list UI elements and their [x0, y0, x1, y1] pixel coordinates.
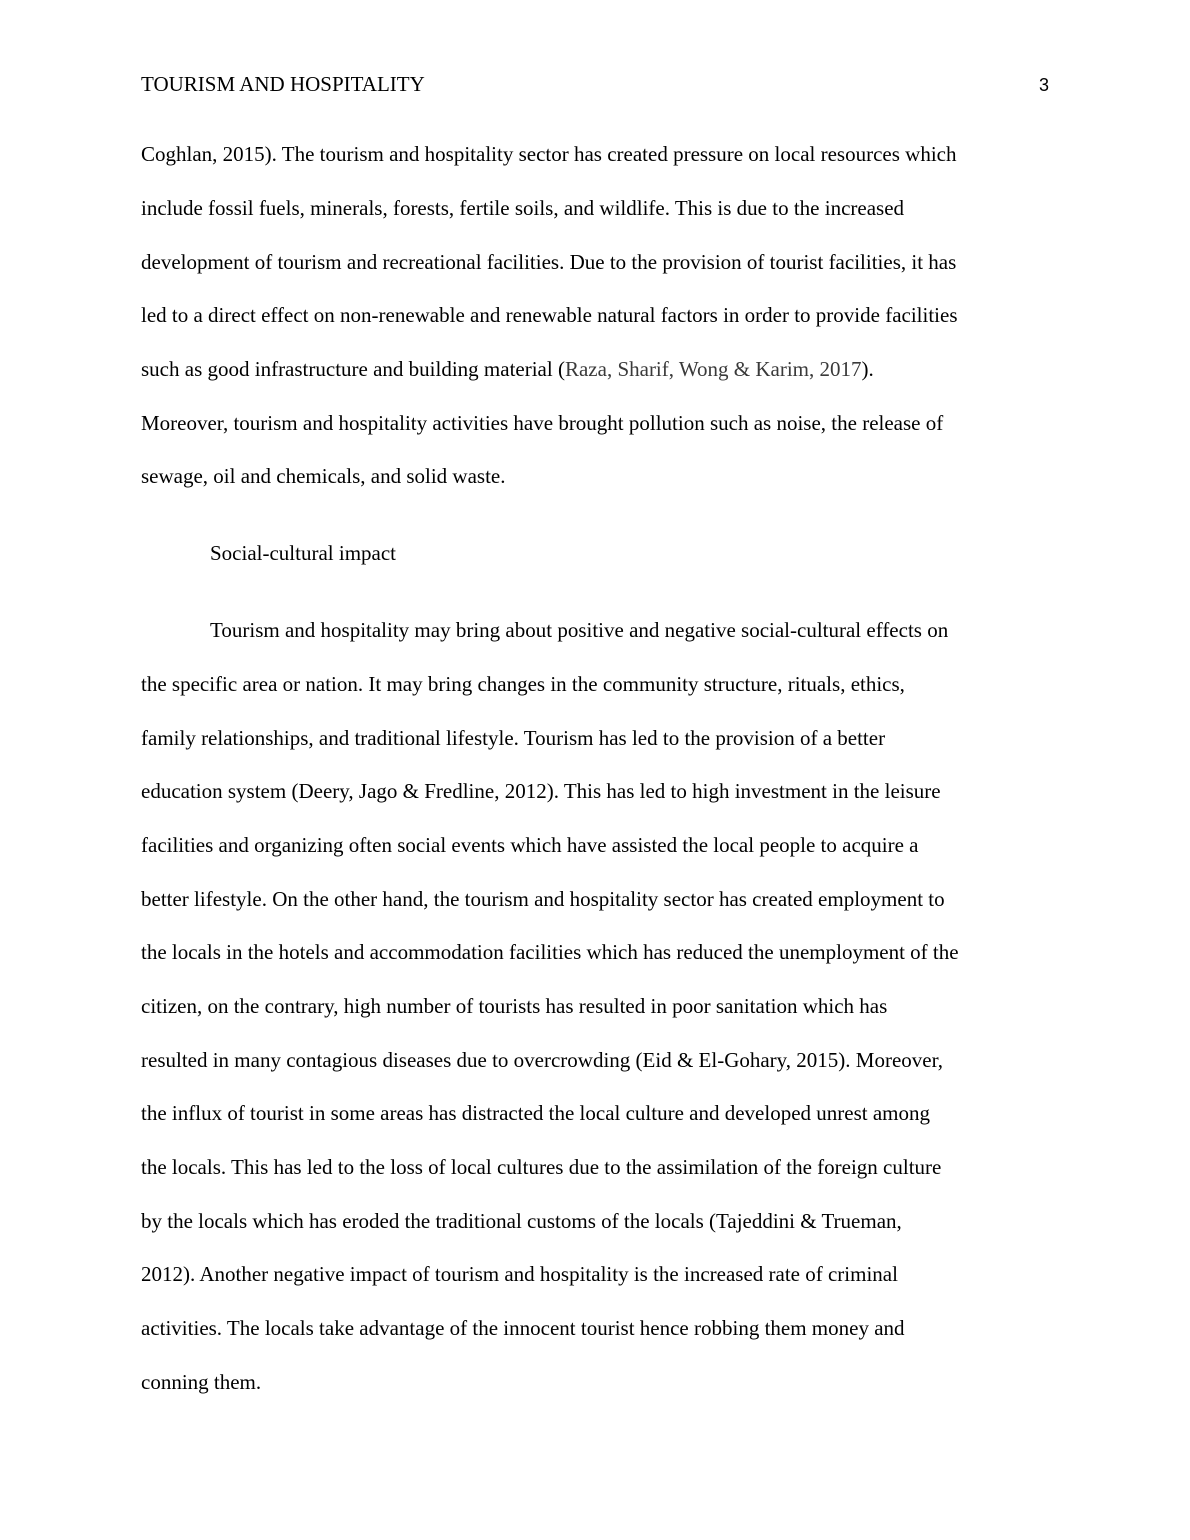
body-line: Moreover, tourism and hospitality activities have brought pollution such as noise, the release of [141, 411, 944, 435]
body-line: Tourism and hospitality may bring about positive and negative social-cultural effects on [210, 618, 949, 642]
body-line: the specific area or nation. It may bring changes in the community structure, rituals, ethics, [141, 672, 905, 696]
body-line: resulted in many contagious diseases due to overcrowding (Eid & El-Gohary, 2015). Moreover, [141, 1048, 944, 1072]
body-line: family relationships, and traditional lifestyle. Tourism has led to the provision of a better [141, 726, 886, 750]
body-text: ). [861, 357, 874, 381]
body-line: sewage, oil and chemicals, and solid waste. [141, 464, 506, 488]
page-header [141, 70, 1049, 100]
body-line: citizen, on the contrary, high number of tourists has resulted in poor sanitation which has [141, 994, 888, 1018]
body-line: the locals in the hotels and accommodation facilities which has reduced the unemployment of the [141, 940, 959, 964]
body-line [141, 355, 874, 383]
body-line: led to a direct effect on non-renewable and renewable natural factors in order to provide facilities [141, 303, 958, 327]
body-line: Coghlan, 2015). The tourism and hospitality sector has created pressure on local resources which [141, 142, 957, 166]
body-line: 2012). Another negative impact of tourism and hospitality is the increased rate of criminal [141, 1262, 898, 1286]
body-line: better lifestyle. On the other hand, the tourism and hospitality sector has created employment to [141, 887, 945, 911]
running-head: TOURISM AND HOSPITALITY [141, 72, 425, 96]
body-line: the influx of tourist in some areas has distracted the local culture and developed unrest among [141, 1101, 931, 1125]
body-line: education system (Deery, Jago & Fredline, 2012). This has led to high investment in the leisure [141, 779, 941, 803]
body-line: include fossil fuels, minerals, forests, fertile soils, and wildlife. This is due to the increased [141, 196, 905, 220]
body-line: the locals. This has led to the loss of local cultures due to the assimilation of the foreign culture [141, 1155, 942, 1179]
section-heading: Social-cultural impact [210, 541, 397, 565]
body-line: facilities and organizing often social events which have assisted the local people to acquire a [141, 833, 919, 857]
body-line: development of tourism and recreational facilities. Due to the provision of tourist facilities, it has [141, 250, 957, 274]
body-line: activities. The locals take advantage of the innocent tourist hence robbing them money and [141, 1316, 905, 1340]
body-text: such as good infrastructure and building material ( [141, 357, 565, 381]
body-line: conning them. [141, 1370, 262, 1394]
body-line: by the locals which has eroded the traditional customs of the locals (Tajeddini & Trueman, [141, 1209, 902, 1233]
page-number: 3 [1038, 75, 1049, 95]
citation: Raza, Sharif, Wong & Karim, 2017 [564, 357, 862, 381]
